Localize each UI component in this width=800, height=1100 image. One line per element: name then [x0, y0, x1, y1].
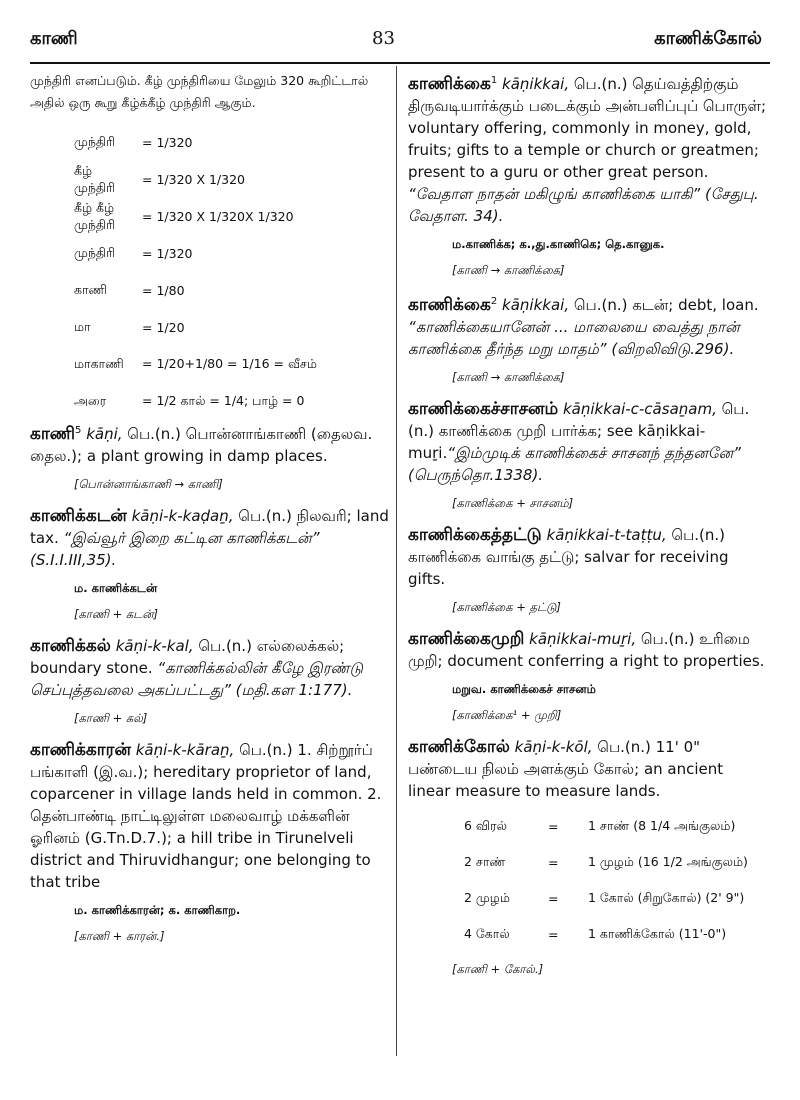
fraction-value: = 1/320 X 1/320X 1/320 — [142, 209, 294, 224]
entry-definition: பெ.(n.) நிலவரி; land tax. — [30, 507, 389, 547]
page-number: 83 — [372, 28, 395, 49]
entry-etymology: [காணிக்கை¹ + முறி] — [452, 708, 562, 722]
entry-definition: பெ.(n.) உரிமை முறி; document conferring a right to properties. — [408, 630, 765, 670]
header-rule — [30, 62, 770, 64]
fraction-row — [30, 161, 390, 198]
entry-headword: காணிக்கை — [408, 74, 491, 94]
intro-text: முந்திரி எனப்படும். கீழ் முந்திரியை மேலும் 320 கூறிட்டால் அதில் ஒரு கூறு கீழ்க்கீழ் முந்திரி ஆகும். — [30, 73, 369, 110]
entry-headword: காணிக்கை — [408, 295, 491, 315]
headword-superscript: 1 — [490, 75, 498, 86]
entry-cognates: ம.காணிக்க; க.,து.காணிகெ; தெ.கானுக. — [452, 237, 665, 251]
entry-cognates: மறுவ. காணிக்கைச் சாசனம் — [452, 682, 596, 696]
measure-equals: = — [548, 854, 559, 870]
fraction-name: முந்திரி — [74, 245, 116, 260]
entry-etymology: [பொன்னாங்காணி → காணி] — [74, 477, 223, 491]
entry-definition: பெ.(n.) தெய்வத்திற்கும் திருவடியார்க்கும் படைக்கும் அன்பளிப்புப் பொருள்; voluntary offering, commonly in money, gold, fruits; gifts to a temple or church or greatmen; present to a guru or other great person. — [408, 75, 767, 181]
fraction-row — [30, 383, 390, 420]
fraction-name: அரை — [74, 393, 107, 408]
entry-headword: காணிக்கடன் — [30, 506, 127, 526]
fraction-name: மா — [74, 319, 91, 334]
fraction-name: முந்திரி — [74, 134, 116, 149]
entry-quotation: “இவ்வூர் இறை கட்டின காணிக்கடன்” (S.I.I.III,35). — [30, 529, 320, 569]
measure-row — [408, 916, 770, 952]
entry-transliteration: kāṇikkai-t-taṭṭu, — [546, 526, 667, 544]
entry-transliteration: kāṇikkai-muṟi, — [529, 630, 637, 648]
fraction-row — [30, 124, 390, 161]
entry-quotation: “காணிக்கையானேன் ... மாலையை வைத்து நான் காணிக்கை தீர்ந்த மறு மாதம்” (விறலிவிடு.296). — [408, 318, 740, 358]
fraction-value: = 1/80 — [142, 283, 185, 298]
measure-row — [408, 808, 770, 844]
entry-definition: பெ.(n.) காணிக்கை வாங்கு தட்டு; salvar for receiving gifts. — [408, 526, 729, 588]
entry-etymology: [காணி + கடன்] — [74, 607, 159, 621]
fraction-row — [30, 272, 390, 309]
dictionary-entry — [408, 628, 770, 672]
measure-value: 1 கோல் (சிறுகோல்) (2' 9") — [588, 889, 745, 905]
entry-etymology: [காணி + காரன்.] — [74, 929, 165, 943]
measure-row — [408, 844, 770, 880]
entry-etymology: [காணி → காணிக்கை] — [452, 370, 565, 384]
fraction-row — [30, 309, 390, 346]
measure-table — [408, 808, 770, 952]
header-left-guideword: காணி — [30, 28, 78, 49]
entry-headword: காணிக்காரன் — [30, 740, 131, 760]
entry-cognates: ம. காணிக்கடன் — [74, 581, 158, 595]
dictionary-entry — [408, 291, 770, 360]
dictionary-entry — [30, 420, 390, 467]
measure-unit: 6 விரல் — [464, 817, 507, 833]
entry-headword: காணிக்கைச்சாசனம் — [408, 399, 559, 419]
dictionary-entry — [30, 635, 390, 701]
entry-etymology: [காணி + கல்] — [74, 711, 148, 725]
entry-definition: பெ.(n.) 11' 0" பண்டைய நிலம் அளக்கும் கோல்; an ancient linear measure to measure lands. — [408, 738, 724, 800]
entry-transliteration: kāṇikkai, — [502, 75, 570, 93]
entry-transliteration: kāṇi-k-kōl, — [514, 738, 593, 756]
dictionary-entry — [408, 70, 770, 227]
entry-quotation: “காணிக்கல்லின் கீழே இரண்டு செப்புத்தவலை அகப்பட்டது” (மதி.கள 1:177). — [30, 659, 364, 699]
dictionary-entry — [408, 524, 770, 590]
entry-quotation: “வேதாள நாதன் மகிழுங் காணிக்கை யாகி” (சேதுபு. வேதாள. 34). — [408, 185, 759, 225]
headword-superscript: 5 — [75, 425, 82, 436]
entry-headword: காணிக்கைமுறி — [408, 629, 525, 649]
fraction-value: = 1/320 X 1/320 — [142, 172, 246, 187]
measure-unit: 4 கோல் — [464, 925, 510, 941]
entry-transliteration: kāṇikkai-c-cāsaṉam, — [562, 400, 717, 418]
measure-value: 1 முழம் (16 1/2 அங்குலம்) — [588, 853, 748, 869]
measure-row — [408, 880, 770, 916]
fraction-value: = 1/20 — [142, 320, 185, 335]
fraction-table — [30, 124, 390, 420]
page-header — [0, 28, 800, 58]
fraction-name: கீழ் கீழ் முந்திரி — [74, 199, 116, 232]
entry-transliteration: kāṇi, — [86, 425, 123, 443]
fraction-value: = 1/320 — [142, 246, 193, 261]
measure-equals: = — [548, 818, 559, 834]
measure-unit: 2 முழம் — [464, 889, 510, 905]
entry-transliteration: kāṇi-k-kal, — [115, 637, 194, 655]
entry-headword: காணிக்கைத்தட்டு — [408, 525, 542, 545]
fraction-value: = 1/20+1/80 = 1/16 = வீசம் — [142, 356, 317, 371]
entry-transliteration: kāṇi-k-kāraṉ, — [135, 741, 235, 759]
fraction-name: கீழ் முந்திரி — [74, 162, 116, 195]
entry-headword: காணி — [30, 424, 76, 444]
fraction-name: காணி — [74, 282, 108, 297]
measure-unit: 2 சாண் — [464, 853, 506, 869]
entry-headword: காணிக்கோல் — [408, 737, 510, 757]
entry-headword: காணிக்கல் — [30, 636, 111, 656]
entry-etymology: [காணி + கோல்.] — [452, 962, 544, 976]
entry-etymology: [காணி → காணிக்கை] — [452, 263, 565, 277]
measure-value: 1 சாண் (8 1/4 அங்குலம்) — [588, 817, 736, 833]
entry-transliteration: kāṇikkai, — [502, 296, 570, 314]
column-divider — [396, 66, 397, 1056]
fraction-name: மாகாணி — [74, 356, 124, 371]
fraction-row — [30, 198, 390, 235]
entry-definition: பெ.(n.) 1. சிற்றூர்ப் பங்காளி (இ.வ.); hereditary proprietor of land, coparcener in village lands held in common. 2. தென்பாண்டி நாட்டிலுள்ள மலைவாழ் மக்களின் ஓரினம் (G.Tn.D.7.); a hill tribe in Tirunelveli district and Thiruvidhangur; one belonging to that tribe — [30, 741, 382, 891]
entry-definition: பெ.(n.) கடன்; debt, loan. — [569, 296, 759, 314]
entry-definition: பெ.(n.) பொன்னாங்காணி (தைலவ. தைல.); a plant growing in damp places. — [30, 425, 373, 465]
headword-superscript: 2 — [490, 296, 498, 307]
dictionary-entry — [408, 398, 770, 486]
fraction-value: = 1/2 கால் = 1/4; பாழ் = 0 — [142, 393, 305, 408]
entry-quotation: “இம்முடிக் காணிக்கைச் சாசனந் தந்தனனே” (பெருந்தொ.1338). — [408, 444, 741, 484]
measure-equals: = — [548, 890, 559, 906]
entry-definition: பெ.(n.) காணிக்கை முறி பார்க்க; see kāṇikkai-muṟi. — [408, 400, 750, 462]
dictionary-entry — [30, 505, 390, 571]
fraction-row — [30, 346, 390, 383]
left-column — [30, 70, 390, 957]
entry-definition: பெ.(n.) எல்லைக்கல்; boundary stone. — [30, 637, 345, 677]
dictionary-entry — [30, 739, 390, 893]
dictionary-entry — [408, 736, 770, 802]
fraction-value: = 1/320 — [142, 135, 193, 150]
header-right-guideword: காணிக்கோல் — [654, 28, 762, 49]
measure-value: 1 காணிக்கோல் (11'-0") — [588, 925, 727, 941]
right-column — [408, 70, 770, 990]
entry-etymology: [காணிக்கை + தட்டு] — [452, 600, 561, 614]
fraction-row — [30, 235, 390, 272]
entry-etymology: [காணிக்கை + சாசனம்] — [452, 496, 574, 510]
measure-equals: = — [548, 926, 559, 942]
entry-cognates: ம. காணிக்காரன்; க. காணிகாற. — [74, 903, 241, 917]
entry-transliteration: kāṇi-k-kaḍaṉ, — [131, 507, 234, 525]
